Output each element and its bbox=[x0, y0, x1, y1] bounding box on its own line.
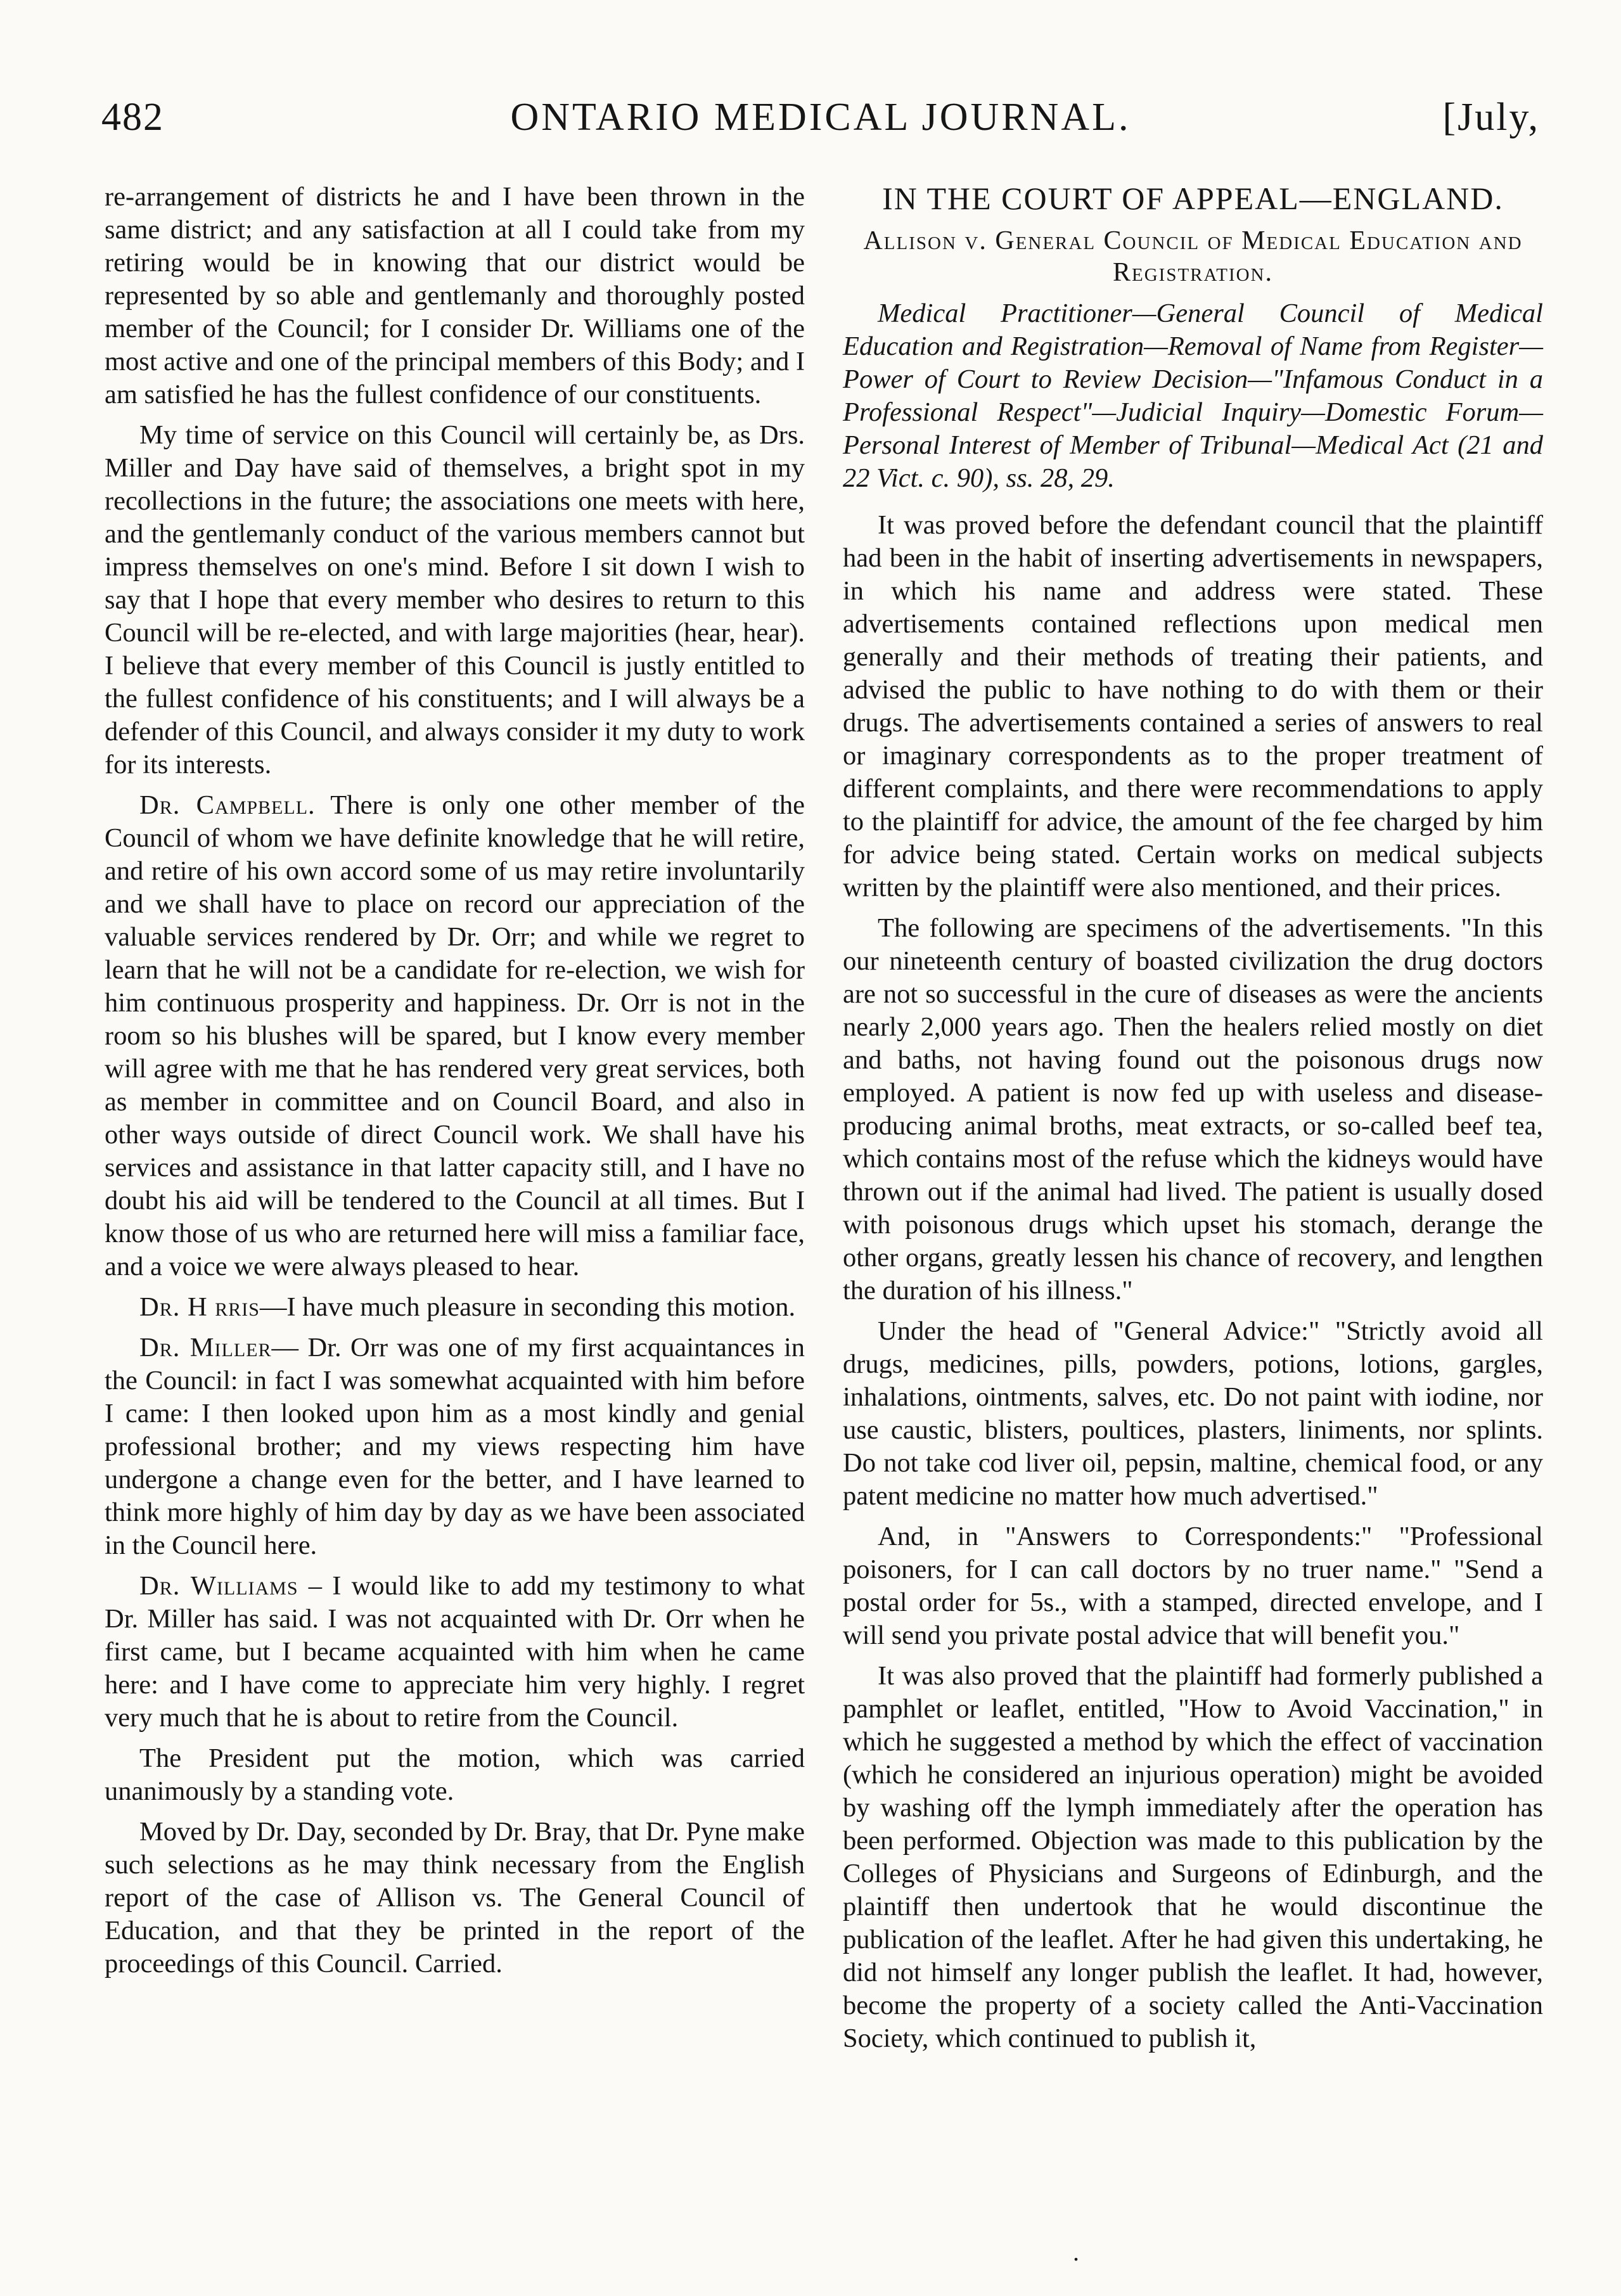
paragraph bbox=[105, 789, 805, 1283]
paragraph: Under the head of "General Advice:" "Strictly avoid all drugs, medicines, pills, powders, potions, lotions, gargles, inhalations, ointments, salves, etc. Do not paint with iodine, nor use caustic, blisters, poultices, plasters, liniments, nor splints. Do not take cod liver oil, pepsin, maltine, chemical food, or any patent medicine no matter how much advertised." bbox=[843, 1316, 1543, 1511]
paragraph: My time of service on this Council will certainly be, as Drs. Miller and Day have said of themselves, a bright spot in my recollections in the future; the associations one meets with here, and the gentlemanly conduct of the various members cannot but impress themselves on one's mind. Before I sit down I wish to say that I hope that every member who desires to return to this Council will be re-elected, and with large majorities (hear, hear). I believe that every member of this Council is justly entitled to the fullest confidence of his constituents; and I will always be a defender of this Council, and always consider it my duty to work for its interests. bbox=[105, 420, 805, 779]
paragraph: re-arrangement of districts he and I have been thrown in the same district; and any satisfaction at all I could take from my retiring would be in knowing that our district would be represented by so able and gentlemanly and thoroughly posted member of the Council; for I consider Dr. Williams one of the most active and one of the principal members of this Body; and I am satisfied he has the fullest confidence of our constituents. bbox=[105, 182, 805, 409]
paragraph: It was also proved that the plaintiff had formerly published a pamphlet or leaflet, entitled, "How to Avoid Vaccination," in which he suggested a method by which the effect of vaccination (which he considered an injurious operation) might be avoided by washing off the lymph immediately after the operation has been performed. Objection was made to this publication by the Colleges of Physicians and Surgeons of Edinburgh, and the plaintiff then undertook that he would discontinue the publication of the leaflet. After he had given this undertaking, he did not himself any longer publish the leaflet. It had, however, become the property of a society called the Anti-Vaccination Society, which continued to publish it, bbox=[843, 1661, 1543, 2053]
case-heading: IN THE COURT OF APPEAL—ENGLAND. bbox=[882, 181, 1504, 216]
paragraph: And, in "Answers to Correspondents:" "Professional poisoners, for I can call doctors by no truer name." "Send a postal order for 5s., with a stamped, directed envelope, and I will send you private postal advice that will benefit you." bbox=[843, 1522, 1543, 1650]
left-column bbox=[105, 181, 805, 1988]
speaker-name: Dr. Williams bbox=[139, 1571, 298, 1601]
journal-title: ONTARIO MEDICAL JOURNAL. bbox=[510, 96, 1131, 139]
paragraph bbox=[105, 1291, 805, 1324]
speaker-name: Dr. H rris bbox=[139, 1292, 260, 1322]
paragraph: The President put the motion, which was carried unanimously by a standing vote. bbox=[105, 1743, 805, 1806]
paragraph: Moved by Dr. Day, seconded by Dr. Bray, that Dr. Pyne make such selections as he may think necessary from the English report of the case of Allison vs. The General Council of Education, and that they be printed in the report of the proceedings of this Council. Carried. bbox=[105, 1817, 805, 1979]
footer-mark: . bbox=[1073, 2238, 1079, 2266]
paragraph bbox=[105, 1331, 805, 1562]
speaker-name: Dr. Miller bbox=[139, 1333, 272, 1363]
case-headnote: Medical Practitioner—General Council of Medical Education and Registration—Removal of Name from Register—Power of Court to Review Decision—"Infamous Conduct in a Professional Respect"—Judicial Inquiry—Domestic Forum—Personal Interest of Member of Tribunal—Medical Act (21 and 22 Vict. c. 90), ss. 28, 29. bbox=[843, 298, 1543, 493]
paragraph: It was proved before the defendant council that the plaintiff had been in the habit of inserting advertisements in newspapers, in which his name and address were stated. These advertisements contained reflections upon medical men generally and their methods of treating their patients, and advised the public to have nothing to do with them or their drugs. The advertisements contained a series of answers to real or imaginary correspondents as to the proper treatment of different complaints, and there were recommendations to apply to the plaintiff for advice, the amount of the fee charged by him for advice being stated. Certain works on medical subjects written by the plaintiff were also mentioned, and their prices. bbox=[843, 510, 1543, 902]
page-number: 482 bbox=[101, 96, 164, 139]
running-header bbox=[101, 95, 1540, 152]
right-column bbox=[843, 181, 1543, 2063]
paragraph bbox=[105, 1570, 805, 1735]
speaker-name: Dr. Campbell. bbox=[139, 790, 316, 820]
speech-text: There is only one other member of the Council of whom we have definite knowledge that he will retire, and retire of his own accord some of us may retire involuntarily and we shall have to place on record our appreciation of the valuable services rendered by Dr. Orr; and while we regret to learn that he will not be a candidate for re-election, we wish for him continuous prosperity and happiness. Dr. Orr is not in the room so his blushes will be spared, but I know every member will agree with me that he has rendered very great services, both as member in committee and on Council Board, and also in other ways outside of direct Council work. We shall have his services and assistance in that latter capacity still, and I have no doubt his aid will be tendered to the Council at all times. But I know those of us who are returned here will miss a familiar face, and a voice we were always pleased to hear. bbox=[105, 790, 805, 1281]
issue-month: [July, bbox=[1442, 96, 1540, 139]
speech-text: — Dr. Orr was one of my first acquaintances in the Council: in fact I was somewhat acquainted with him before I came: I then looked upon him as a most kindly and genial professional brother; and my views respecting him have undergone a change even for the better, and I have learned to think more highly of him day by day as we have been associated in the Council here. bbox=[105, 1333, 805, 1560]
speech-text: – I would like to add my testimony to what Dr. Miller has said. I was not acquainted with Dr. Orr when he first came, but I became acquainted with him when he came here: and I have come to appreciate him very highly. I regret very much that he is about to retire from the Council. bbox=[105, 1571, 805, 1733]
paragraph: The following are specimens of the advertisements. "In this our nineteenth century of boasted civilization the drug doctors are not so successful in the cure of diseases as were the ancients nearly 2,000 years ago. Then the healers relied mostly on diet and baths, not having found out the poisonous drugs now employed. A patient is now fed up with useless and disease-producing animal broths, meat extracts, or so-called beef tea, which contains most of the refuse which the kidneys would have thrown out if the animal had lived. The patient is usually dosed with poisonous drugs which upset his stomach, derange the other organs, greatly lessen his chance of recovery, and lengthen the duration of his illness." bbox=[843, 913, 1543, 1305]
case-parties: Allison v. General Council of Medical Education and Registration. bbox=[863, 226, 1523, 287]
speech-text: —I have much pleasure in seconding this motion. bbox=[259, 1292, 796, 1322]
